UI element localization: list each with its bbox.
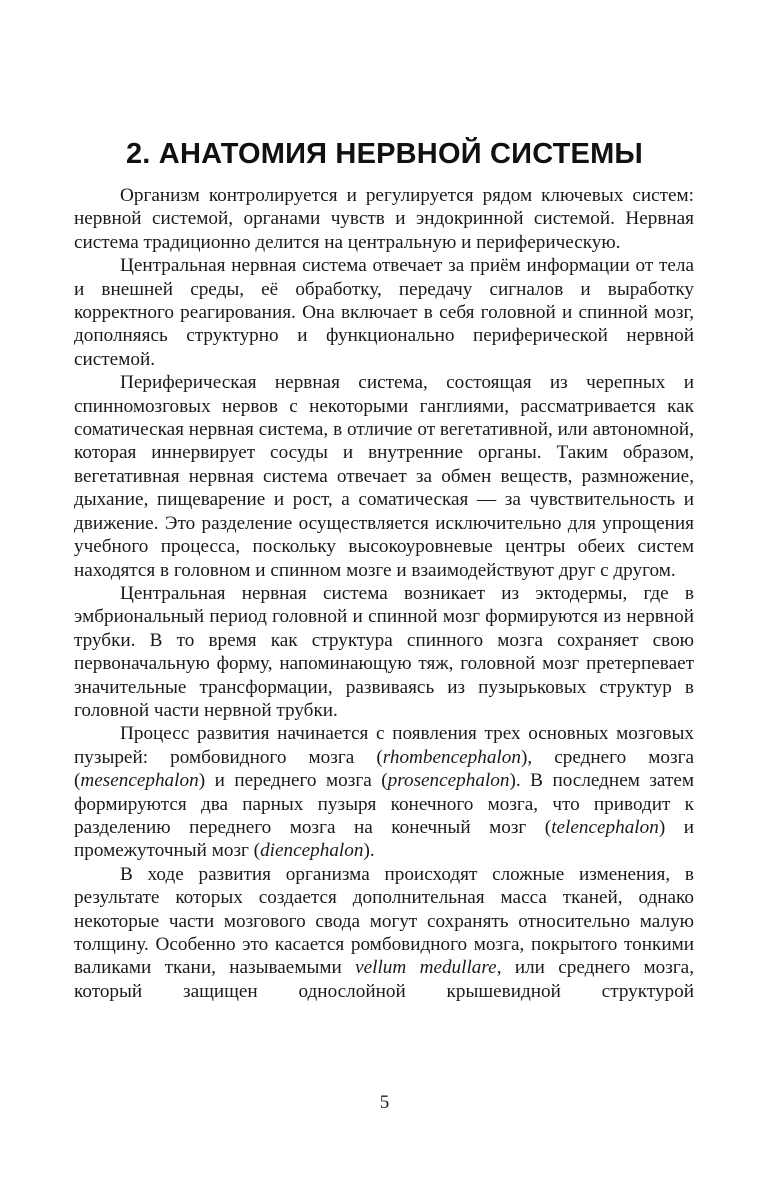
paragraph-5-text-4: ). В последнем затем формируются два парных пузыря конечного мозга, что приводит к разделению переднего мозга на конечный мозг ( xyxy=(74,770,694,838)
term-mesencephalon: mesencephalon xyxy=(80,770,199,792)
paragraph-6-text-1: В ходе развития организма происходят сложные изменения, в результате которых создается дополнительная масса тканей, однако некоторые части мозгового свода могут сохранять относительно малую толщину. Особенно это касается ромбовидного мозга, покрытого тонкими валиками ткани, называемыми xyxy=(74,863,694,979)
paragraph-5-text-5: ) и промежуточный мозг ( xyxy=(74,816,694,862)
term-rhombencephalon: rhombencephalon xyxy=(382,746,521,768)
term-telencephalon: telencephalon xyxy=(551,816,659,838)
paragraph-5-text-3: ) и переднего мозга ( xyxy=(198,770,388,792)
term-vellum-medullare: vellum medullare xyxy=(355,957,497,979)
term-diencephalon: diencephalon xyxy=(260,840,364,862)
paragraph-5-text-2: ), среднего мозга ( xyxy=(74,746,694,792)
paragraph-1: Организм контролируется и регулируется рядом ключевых систем: нервной системой, органами чувств и эндокринной системой. Нервная система традиционно делится на центральную и периферическую. xyxy=(74,185,694,253)
paragraph-5 xyxy=(74,722,694,862)
paragraph-6 xyxy=(74,863,694,1003)
paragraph-5-text-1: Процесс развития начинается с появления трех основных мозговых пузырей: ромбовидного мозга ( xyxy=(74,723,694,768)
paragraph-5-text-6: ). xyxy=(363,840,375,862)
page-number: 5 xyxy=(379,1092,390,1113)
chapter-title: 2. АНАТОМИЯ НЕРВНОЙ СИСТЕМЫ xyxy=(125,138,644,170)
paragraph-6-text-2: , или среднего мозга, который защищен однослойной крышевидной структурой xyxy=(74,957,694,1002)
paragraph-4: Центральная нервная система возникает из эктодермы, где в эмбриональный период головной и спинной мозг формируются из нервной трубки. В то время как структура спинного мозга сохраняет свою первоначальную форму, напоминающую тяж, головной мозг претерпевает значительные трансформации, развиваясь из пузырьковых структур в головной части нервной трубки. xyxy=(74,582,694,721)
paragraph-3: Периферическая нервная система, состоящая из черепных и спинномозговых нервов с некоторыми ганглиями, рассматривается как соматическая нервная система, в отличие от вегетативной, или автономной, которая иннервирует сосуды и внутренние органы. Таким образом, вегетативная нервная система отвечает за обмен веществ, размножение, дыхание, пищеварение и рост, а соматическая — за чувствительность и движение. Это разделение осуществляется исключительно для упрощения учебного процесса, поскольку высокоуровневые центры обеих систем находятся в головном и спинном мозге и взаимодействуют друг с другом. xyxy=(74,372,694,581)
term-prosencephalon: prosencephalon xyxy=(387,770,510,792)
paragraph-2: Центральная нервная система отвечает за приём информации от тела и внешней среды, её обработку, передачу сигналов и выработку корректного реагирования. Она включает в себя головной и спинной мозг, дополняясь структурно и функционально периферической нервной системой. xyxy=(74,255,694,370)
body-text xyxy=(74,184,694,1003)
